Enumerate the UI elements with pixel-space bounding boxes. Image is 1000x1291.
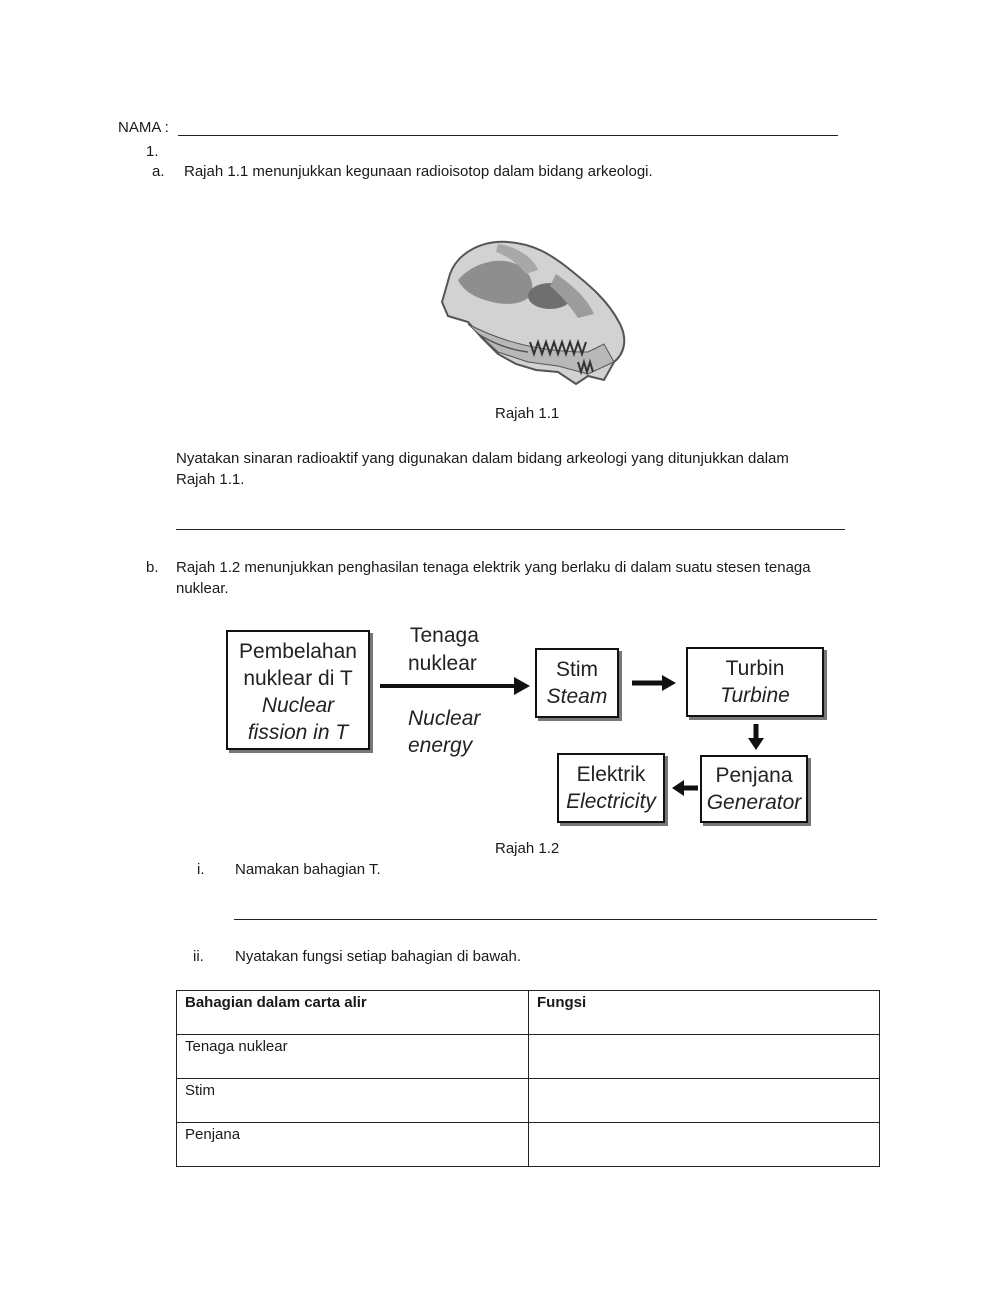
arrow-head-turbine-to-generator	[748, 738, 764, 750]
electricity-box-line1: Elektrik	[576, 763, 646, 786]
fission-box-line1: Pembelahan	[239, 640, 357, 663]
fission-box-line2-text: nuklear di T	[243, 667, 353, 690]
electricity-box-line2: Electricity	[566, 790, 656, 813]
turbine-box	[686, 647, 824, 717]
table-cell-function-input[interactable]	[529, 1079, 880, 1123]
arrow-head-generator-to-electricity	[672, 780, 684, 796]
arrow-label-line2: nuklear	[408, 652, 477, 675]
figure-1-2-caption: Rajah 1.2	[495, 840, 560, 857]
turbine-box-line1: Turbin	[725, 657, 785, 680]
part-a-text: Rajah 1.1 menunjukkan kegunaan radioisotop dalam bidang arkeologi.	[184, 163, 653, 180]
sub-i-answer-line[interactable]	[234, 919, 877, 920]
part-b-label: b.	[146, 559, 159, 576]
turbine-box-line2: Turbine	[720, 684, 790, 707]
sub-ii-text: Nyatakan fungsi setiap bahagian di bawah.	[235, 948, 522, 965]
arrow-label-line3: Nuclear	[408, 707, 481, 730]
table-row	[177, 1123, 880, 1167]
generator-box-line1: Penjana	[715, 764, 793, 787]
fission-box-line3: Nuclear	[261, 694, 335, 717]
table-cell-function-input[interactable]	[529, 1035, 880, 1079]
table-row	[177, 1035, 880, 1079]
table-cell-function-input[interactable]	[529, 1123, 880, 1167]
arrow-head-steam-to-turbine	[662, 675, 676, 691]
table-header-row	[177, 991, 880, 1035]
part-a-answer-line[interactable]	[176, 529, 845, 530]
table-cell-part: Tenaga nuklear	[177, 1035, 529, 1079]
part-b-text-line2: nuklear.	[176, 580, 229, 597]
steam-box-line2: Steam	[546, 685, 608, 708]
sub-i-label: i.	[197, 861, 205, 878]
function-table	[176, 990, 880, 1167]
part-a-label: a.	[152, 163, 165, 180]
arrow-label-line1: Tenaga	[410, 624, 479, 647]
table-header-cell: Bahagian dalam carta alir	[177, 991, 529, 1035]
part-a-prompt-line2: Rajah 1.1.	[176, 471, 245, 488]
table-header-cell: Fungsi	[529, 991, 880, 1035]
name-answer-line[interactable]	[178, 135, 838, 136]
sub-i-text: Namakan bahagian T.	[235, 861, 381, 878]
part-a-prompt-line1: Nyatakan sinaran radioaktif yang digunakan dalam bidang arkeologi yang ditunjukkan dalam	[176, 450, 789, 467]
fission-box-line4: fission in T	[247, 721, 349, 744]
electricity-box	[557, 753, 665, 823]
part-b-text-line1: Rajah 1.2 menunjukkan penghasilan tenaga elektrik yang berlaku di dalam suatu stesen tenaga	[176, 559, 811, 576]
question-number: 1.	[146, 143, 159, 160]
figure-1-1-caption: Rajah 1.1	[495, 405, 560, 422]
sub-ii-label: ii.	[193, 948, 204, 965]
arrow-head-fission-to-steam	[514, 677, 530, 695]
generator-box-line2: Generator	[706, 791, 802, 814]
arrow-label-line4: energy	[408, 734, 473, 757]
name-label: NAMA :	[118, 119, 169, 136]
generator-box	[700, 755, 808, 823]
steam-box-line1: Stim	[556, 658, 598, 681]
table-row	[177, 1079, 880, 1123]
steam-box	[535, 648, 619, 718]
dinosaur-skull-image	[438, 234, 634, 392]
table-cell-part: Penjana	[177, 1123, 529, 1167]
table-cell-part: Stim	[177, 1079, 529, 1123]
